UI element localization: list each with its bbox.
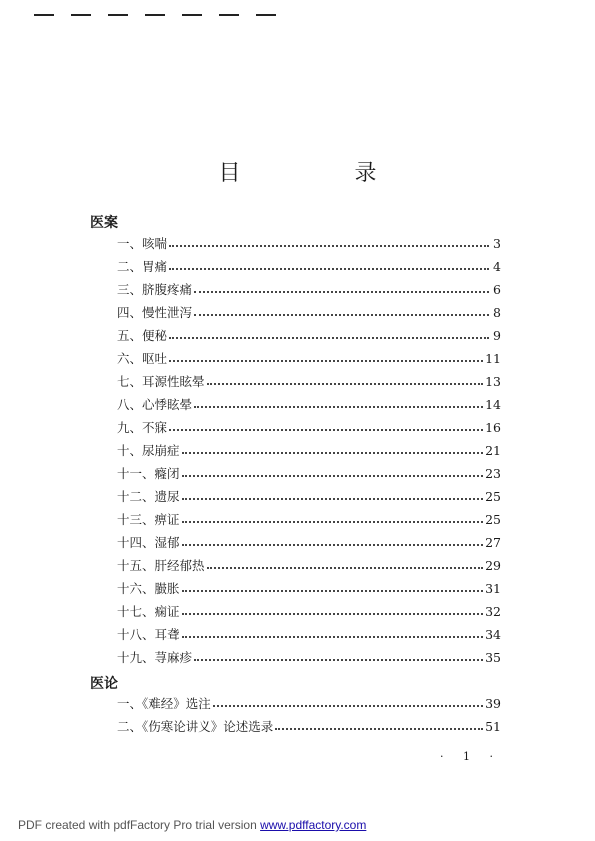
leader-dots: [182, 475, 484, 477]
leader-dots: [194, 659, 483, 661]
toc-page-number: 51: [485, 718, 501, 734]
leader-dots: [182, 613, 484, 615]
toc-entry-label: 十四、湿郁: [117, 534, 180, 550]
toc-page-number: 14: [485, 396, 501, 412]
toc-page-number: 6: [493, 281, 501, 297]
toc-page-number: 4: [493, 258, 501, 274]
leader-dots: [275, 728, 483, 730]
toc-entry-label: 十、尿崩症: [117, 442, 180, 458]
toc-page-number: 27: [485, 534, 501, 550]
toc-row[interactable]: [117, 713, 501, 733]
toc-entry-label: 六、呕吐: [117, 350, 168, 366]
toc-page-number: 39: [485, 695, 501, 711]
toc-page-number: 11: [485, 350, 501, 366]
toc-page-number: 8: [493, 304, 501, 320]
toc-entry-label: 二、《伤寒论讲义》论述选录: [117, 718, 274, 734]
toc-row[interactable]: [117, 598, 501, 618]
toc-row[interactable]: [117, 276, 501, 296]
leader-dots: [169, 268, 489, 270]
toc-row[interactable]: [117, 483, 501, 503]
toc-page-number: 3: [493, 235, 501, 251]
toc-page-number: 21: [485, 442, 501, 458]
toc-page-number: 16: [485, 419, 501, 435]
toc-entry-label: 十一、癃闭: [117, 465, 180, 481]
leader-dots: [169, 337, 489, 339]
toc-entry-label: 十六、臌胀: [117, 580, 180, 596]
leader-dots: [182, 452, 484, 454]
page-number: · 1 ·: [440, 750, 501, 763]
toc-page-number: 23: [485, 465, 501, 481]
toc-page-number: 31: [485, 580, 501, 596]
pdf-footer: [18, 818, 366, 832]
toc-page-number: 9: [493, 327, 501, 343]
section-heading-discussions: 医论: [90, 676, 118, 692]
toc-entry-label: 一、咳喘: [117, 235, 168, 251]
toc-row[interactable]: [117, 644, 501, 664]
toc-entry-label: 十三、痹证: [117, 511, 180, 527]
toc-row[interactable]: [117, 575, 501, 595]
toc-row[interactable]: [117, 437, 501, 457]
leader-dots: [169, 429, 483, 431]
toc-entry-label: 八、心悸眩晕: [117, 396, 193, 412]
page-title: 目 录: [218, 161, 423, 186]
toc-row[interactable]: [117, 345, 501, 365]
toc-page-number: 25: [485, 511, 501, 527]
toc-entry-label: 一、《难经》选注: [117, 695, 211, 711]
toc-entry-label: 十九、荨麻疹: [117, 649, 193, 665]
toc-row[interactable]: [117, 322, 501, 342]
leader-dots: [194, 406, 483, 408]
toc-entry-label: 十八、耳聋: [117, 626, 180, 642]
top-dash-line: [34, 14, 276, 16]
toc-entry-label: 五、便秘: [117, 327, 168, 343]
toc-row[interactable]: [117, 230, 501, 250]
leader-dots: [169, 245, 489, 247]
toc-page-number: 13: [485, 373, 501, 389]
leader-dots: [182, 636, 484, 638]
toc-entry-label: 四、慢性泄泻: [117, 304, 193, 320]
footer-link[interactable]: www.pdffactory.com: [260, 818, 367, 832]
section-heading-cases: 医案: [90, 215, 118, 231]
toc-row[interactable]: [117, 391, 501, 411]
toc-entry-label: 七、耳源性眩晕: [117, 373, 205, 389]
leader-dots: [194, 314, 489, 316]
leader-dots: [194, 291, 489, 293]
leader-dots: [207, 567, 484, 569]
leader-dots: [169, 360, 483, 362]
toc-entry-label: 九、不寐: [117, 419, 168, 435]
toc-row[interactable]: [117, 529, 501, 549]
toc-row[interactable]: [117, 299, 501, 319]
leader-dots: [182, 544, 484, 546]
toc-row[interactable]: [117, 506, 501, 526]
toc-page-number: 35: [485, 649, 501, 665]
toc-row[interactable]: [117, 690, 501, 710]
toc-row[interactable]: [117, 552, 501, 572]
toc-page-number: 25: [485, 488, 501, 504]
toc-entry-label: 十二、遗尿: [117, 488, 180, 504]
leader-dots: [207, 383, 484, 385]
toc-row[interactable]: [117, 460, 501, 480]
toc-page-number: 34: [485, 626, 501, 642]
toc-row[interactable]: [117, 414, 501, 434]
toc-entry-label: 二、胃痛: [117, 258, 168, 274]
leader-dots: [182, 590, 484, 592]
toc-row[interactable]: [117, 621, 501, 641]
footer-text: PDF created with pdfFactory Pro trial version: [18, 818, 261, 832]
toc-entry-label: 三、脐腹疼痛: [117, 281, 193, 297]
toc-row[interactable]: [117, 368, 501, 388]
leader-dots: [182, 521, 484, 523]
toc-page-number: 29: [485, 557, 501, 573]
toc-entry-label: 十五、肝经郁热: [117, 557, 205, 573]
leader-dots: [213, 705, 483, 707]
toc-page-number: 32: [485, 603, 501, 619]
leader-dots: [182, 498, 484, 500]
toc-entry-label: 十七、痫证: [117, 603, 180, 619]
toc-row[interactable]: [117, 253, 501, 273]
